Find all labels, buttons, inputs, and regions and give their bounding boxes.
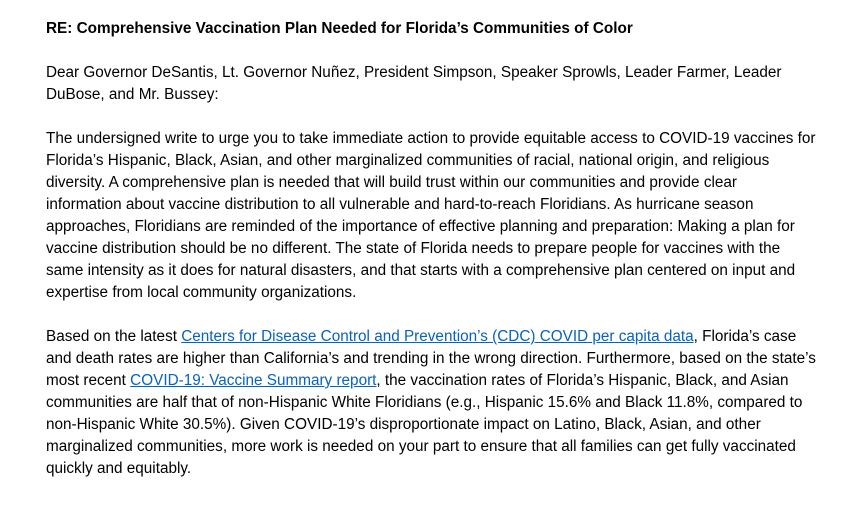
paragraph-data xyxy=(46,326,816,480)
paragraph-data-text-2: , Florida’s case and death rates are higher than California’s and trending in the wrong direction. Furthermore, based on the state’s most recent xyxy=(46,328,816,389)
cdc-data-link[interactable]: Centers for Disease Control and Prevention’s (CDC) COVID per capita data xyxy=(181,328,694,345)
salutation: Dear Governor DeSantis, Lt. Governor Nuñez, President Simpson, Speaker Sprowls, Leader Farmer, Leader DuBose, and Mr. Bussey: xyxy=(46,64,782,103)
paragraph-intro: The undersigned write to urge you to take immediate action to provide equitable access to COVID-19 vaccines for Florida’s Hispanic, Black, Asian, and other marginalized communities of racial, national origin, and religious diversity. A comprehensive plan is needed that will build trust within our communities and provide clear information about vaccine distribution to all vulnerable and hard-to-reach Floridians. As hurricane season approaches, Floridians are reminded of the importance of effective planning and preparation: Making a plan for vaccine distribution should be no different. The state of Florida needs to prepare people for vaccines with the same intensity as it does for natural disasters, and that starts with a comprehensive plan centered on input and expertise from local community organizations. xyxy=(46,130,816,301)
paragraph-data-text-3: , the vaccination rates of Florida’s Hispanic, Black, and Asian communities are half that of non-Hispanic White Floridians (e.g., Hispanic 15.6% and Black 11.8%, compared to non-Hispanic White 30.5%). Given COVID-19’s disproportionate impact on Latino, Black, Asian, and other marginalized communities, more work is needed on your part to ensure that all families can get fully vaccinated quickly and equitably. xyxy=(46,372,803,477)
letter-document xyxy=(46,18,816,480)
paragraph-data-text-1: Based on the latest xyxy=(46,328,182,345)
vaccine-summary-link[interactable]: COVID-19: Vaccine Summary report xyxy=(130,372,377,389)
subject-line: RE: Comprehensive Vaccination Plan Needed for Florida’s Communities of Color xyxy=(46,20,633,37)
